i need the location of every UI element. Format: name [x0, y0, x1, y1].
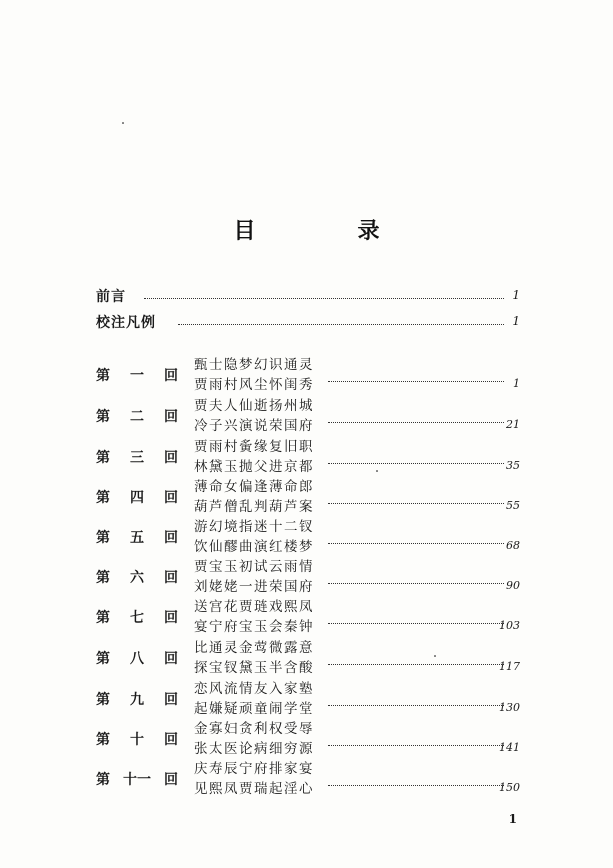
chapter-title-line: 庆寿辰宁府排家宴: [194, 761, 314, 777]
toc-front-item-editorial-notes: [96, 312, 520, 332]
chapter-title-line: 刘姥姥一进荣国府: [194, 579, 314, 595]
chapter-title-line: 金寡妇贪利权受辱: [194, 721, 314, 737]
dot-leader: [328, 381, 504, 382]
page-folio: 1: [508, 812, 517, 826]
toc-chapter-4: [96, 477, 520, 517]
toc-front-label: 前言: [96, 289, 126, 305]
dot-leader: [328, 503, 504, 504]
chapter-ordinal: 第 二 回: [96, 409, 178, 425]
toc-page-number: 21: [506, 418, 520, 431]
toc-page-number: 35: [506, 459, 520, 472]
chapter-title-line: 起嫌疑顽童闹学堂: [194, 701, 314, 717]
chapter-title-line: 葫芦僧乱判葫芦案: [194, 499, 314, 515]
toc-chapter-2: [96, 396, 520, 436]
toc-page-number: 103: [499, 619, 520, 632]
chapter-title: [194, 638, 314, 678]
chapter-title: [194, 396, 314, 436]
chapter-ordinal: 第 四 回: [96, 490, 178, 506]
chapter-ordinal: 第 十一 回: [96, 772, 178, 788]
chapter-title: [194, 759, 314, 799]
dot-leader: [328, 705, 504, 706]
dot-leader: [328, 543, 504, 544]
toc-chapter-9: [96, 679, 520, 719]
toc-chapter-10: [96, 719, 520, 759]
chapter-title: [194, 517, 314, 557]
dot-leader: [328, 583, 504, 584]
page-title: 目 录: [233, 219, 420, 244]
chapter-title-line: 饮仙醪曲演红楼梦: [194, 539, 314, 555]
chapter-ordinal: 第 三 回: [96, 450, 178, 466]
dot-leader: [328, 422, 504, 423]
chapter-title-line: 张太医论病细穷源: [194, 741, 314, 757]
toc-chapter-1: [96, 355, 520, 395]
chapter-title-line: 探宝钗黛玉半含酸: [194, 660, 314, 676]
toc-page-number: 150: [499, 781, 520, 794]
chapter-title-line: 见熙凤贾瑞起淫心: [194, 781, 314, 797]
scan-speck: [122, 122, 124, 124]
chapter-title-line: 甄士隐梦幻识通灵: [194, 357, 314, 373]
dot-leader: [178, 324, 504, 325]
chapter-title: [194, 679, 314, 719]
toc-front-label: 校注凡例: [96, 315, 156, 331]
chapter-title-line: 游幻境指迷十二钗: [194, 519, 314, 535]
chapter-ordinal: 第 八 回: [96, 651, 178, 667]
chapter-title-line: 贾雨村夤缘复旧职: [194, 439, 314, 455]
toc-page-number: 130: [499, 701, 520, 714]
toc-page-number: 90: [506, 579, 520, 592]
toc-chapter-6: [96, 557, 520, 597]
toc-chapter-11: [96, 759, 520, 799]
chapter-title: [194, 355, 314, 395]
dot-leader: [328, 785, 504, 786]
chapter-title-line: 贾夫人仙逝扬州城: [194, 398, 314, 414]
toc-page-number: 141: [499, 741, 520, 754]
chapter-ordinal: 第 九 回: [96, 692, 178, 708]
chapter-ordinal: 第 一 回: [96, 368, 178, 384]
chapter-ordinal: 第 十 回: [96, 732, 178, 748]
toc-chapter-5: [96, 517, 520, 557]
chapter-title: [194, 437, 314, 477]
toc-page-number: 1: [512, 314, 520, 328]
dot-leader: [328, 664, 504, 665]
chapter-title-line: 林黛玉抛父进京都: [194, 459, 314, 475]
chapter-title-line: 冷子兴演说荣国府: [194, 418, 314, 434]
toc-chapter-8: [96, 638, 520, 678]
toc-chapter-7: [96, 597, 520, 637]
scan-speck: [376, 470, 378, 472]
dot-leader: [328, 463, 504, 464]
toc-chapter-3: [96, 437, 520, 477]
chapter-title-line: 贾宝玉初试云雨情: [194, 559, 314, 575]
chapter-title-line: 比通灵金莺微露意: [194, 640, 314, 656]
toc-page-number: 1: [512, 288, 520, 302]
chapter-title-line: 贾雨村风尘怀闺秀: [194, 377, 314, 393]
dot-leader: [328, 623, 504, 624]
chapter-ordinal: 第 六 回: [96, 570, 178, 586]
toc-front-item-preface: [96, 286, 520, 306]
chapter-title-line: 恋风流情友入家塾: [194, 681, 314, 697]
chapter-title: [194, 557, 314, 597]
dot-leader: [328, 745, 504, 746]
chapter-ordinal: 第 七 回: [96, 610, 178, 626]
chapter-title: [194, 477, 314, 517]
chapter-title: [194, 719, 314, 759]
chapter-ordinal: 第 五 回: [96, 530, 178, 546]
scan-speck: [434, 655, 436, 657]
toc-page-number: 117: [499, 660, 520, 673]
toc-page-number: 55: [506, 499, 520, 512]
toc-page-number: 68: [506, 539, 520, 552]
chapter-title-line: 宴宁府宝玉会秦钟: [194, 619, 314, 635]
chapter-title-line: 薄命女偏逢薄命郎: [194, 479, 314, 495]
chapter-title: [194, 597, 314, 637]
chapter-title-line: 送宫花贾琏戏熙凤: [194, 599, 314, 615]
dot-leader: [144, 298, 504, 299]
toc-page-number: 1: [513, 377, 520, 390]
